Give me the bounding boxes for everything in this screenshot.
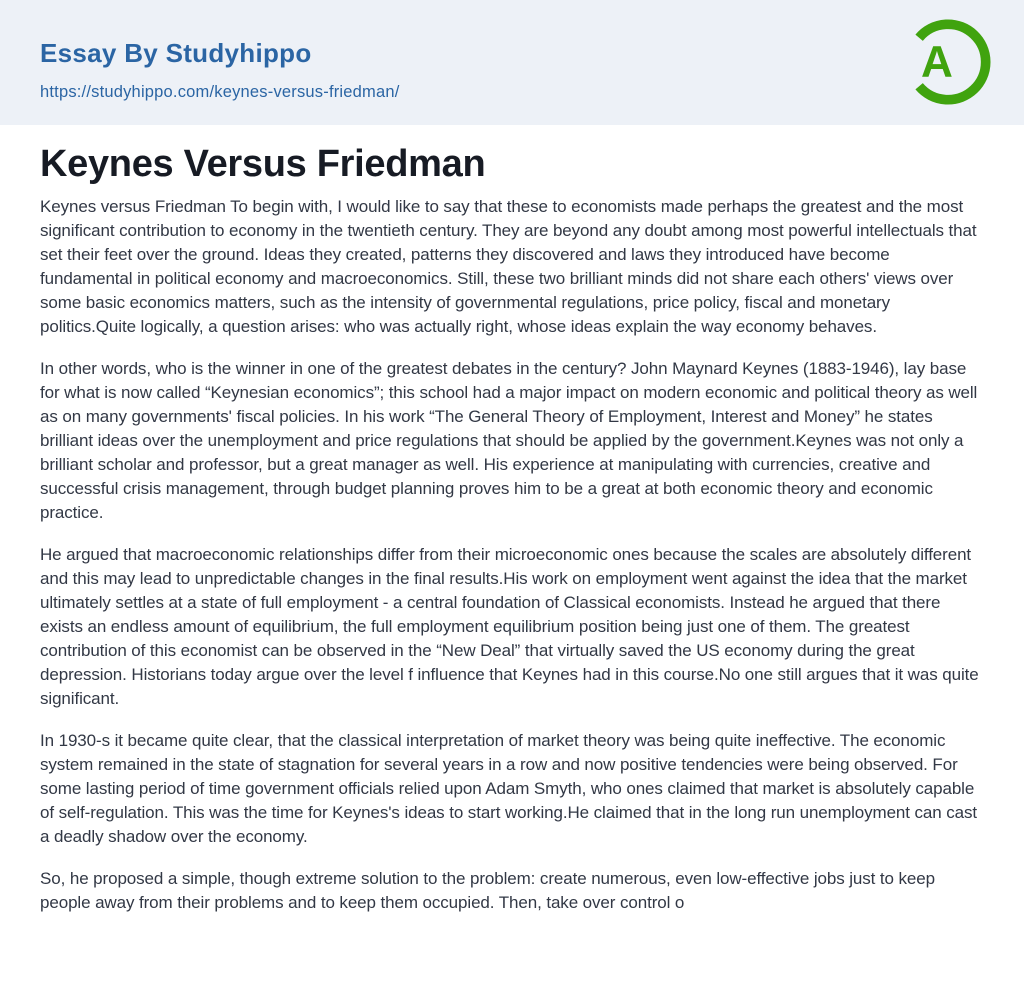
- essay-url-link[interactable]: https://studyhippo.com/keynes-versus-friedman/: [40, 83, 400, 101]
- studyhippo-logo[interactable]: [902, 16, 994, 108]
- essay-paragraph-4: In 1930-s it became quite clear, that the classical interpretation of market theory was being quite ineffective. The economic system remained in the state of stagnation for several years in a row and now positive tendencies were being observed. For some lasting period of time government officials relied upon Adam Smyth, who ones claimed that market is absolutely capable of self-regulation. This was the time for Keynes's ideas to start working.He claimed that in the long run unemployment can cast a deadly shadow over the economy.: [40, 731, 978, 846]
- essay-title: Keynes Versus Friedman: [40, 143, 486, 185]
- essay-paragraph-1: Keynes versus Friedman To begin with, I would like to say that these to economists made perhaps the greatest and the most significant contribution to economy in the twentieth century. They are beyond any doubt among most powerful intellectuals that set their feet over the ground. Ideas they created, patterns they discovered and laws they introduced have become fundamental in political economy and macroeconomics. Still, these two brilliant minds did not share each others' views over some basic economics matters, such as the intensity of governmental regulations, price policy, fiscal and monetary politics.Quite logically, a question arises: who was actually right, whose ideas explain the way economy behaves.: [40, 197, 977, 336]
- logo-letter: A: [921, 38, 953, 88]
- page-header: [0, 0, 1024, 125]
- essay-paragraph-3: He argued that macroeconomic relationships differ from their microeconomic ones because the scales are absolutely different and this may lead to unpredictable changes in the final results.His work on employment went against the idea that the market ultimately settles at a state of full employment - a central foundation of Classical economists. Instead he argued that there exists an endless amount of equilibrium, the full employment equilibrium position being just one of them. The greatest contribution of this economist can be observed in the “New Deal” that virtually saved the US economy during the great depression. Historians today argue over the level f influence that Keynes had in this course.No one still argues that it was quite significant.: [40, 545, 979, 708]
- essay-paragraph-5: So, he proposed a simple, though extreme solution to the problem: create numerous, even low-effective jobs just to keep people away from their problems and to keep them occupied. Then, take over control o: [40, 869, 935, 912]
- essay-paragraph-2: In other words, who is the winner in one of the greatest debates in the century? John Maynard Keynes (1883-1946), lay base for what is now called “Keynesian economics”; this school had a major impact on modern economic and political theory as well as on many governments' fiscal policies. In his work “The General Theory of Employment, Interest and Money” he states brilliant ideas over the unemployment and price regulations that should be applied by the government.Keynes was not only a brilliant scholar and professor, but a great manager as well. His experience at manipulating with currencies, creative and successful crisis management, through budget planning proves him to be a great at both economic theory and economic practice.: [40, 359, 978, 522]
- essay-content: [0, 125, 1024, 915]
- site-brand: Essay By Studyhippo: [40, 38, 312, 68]
